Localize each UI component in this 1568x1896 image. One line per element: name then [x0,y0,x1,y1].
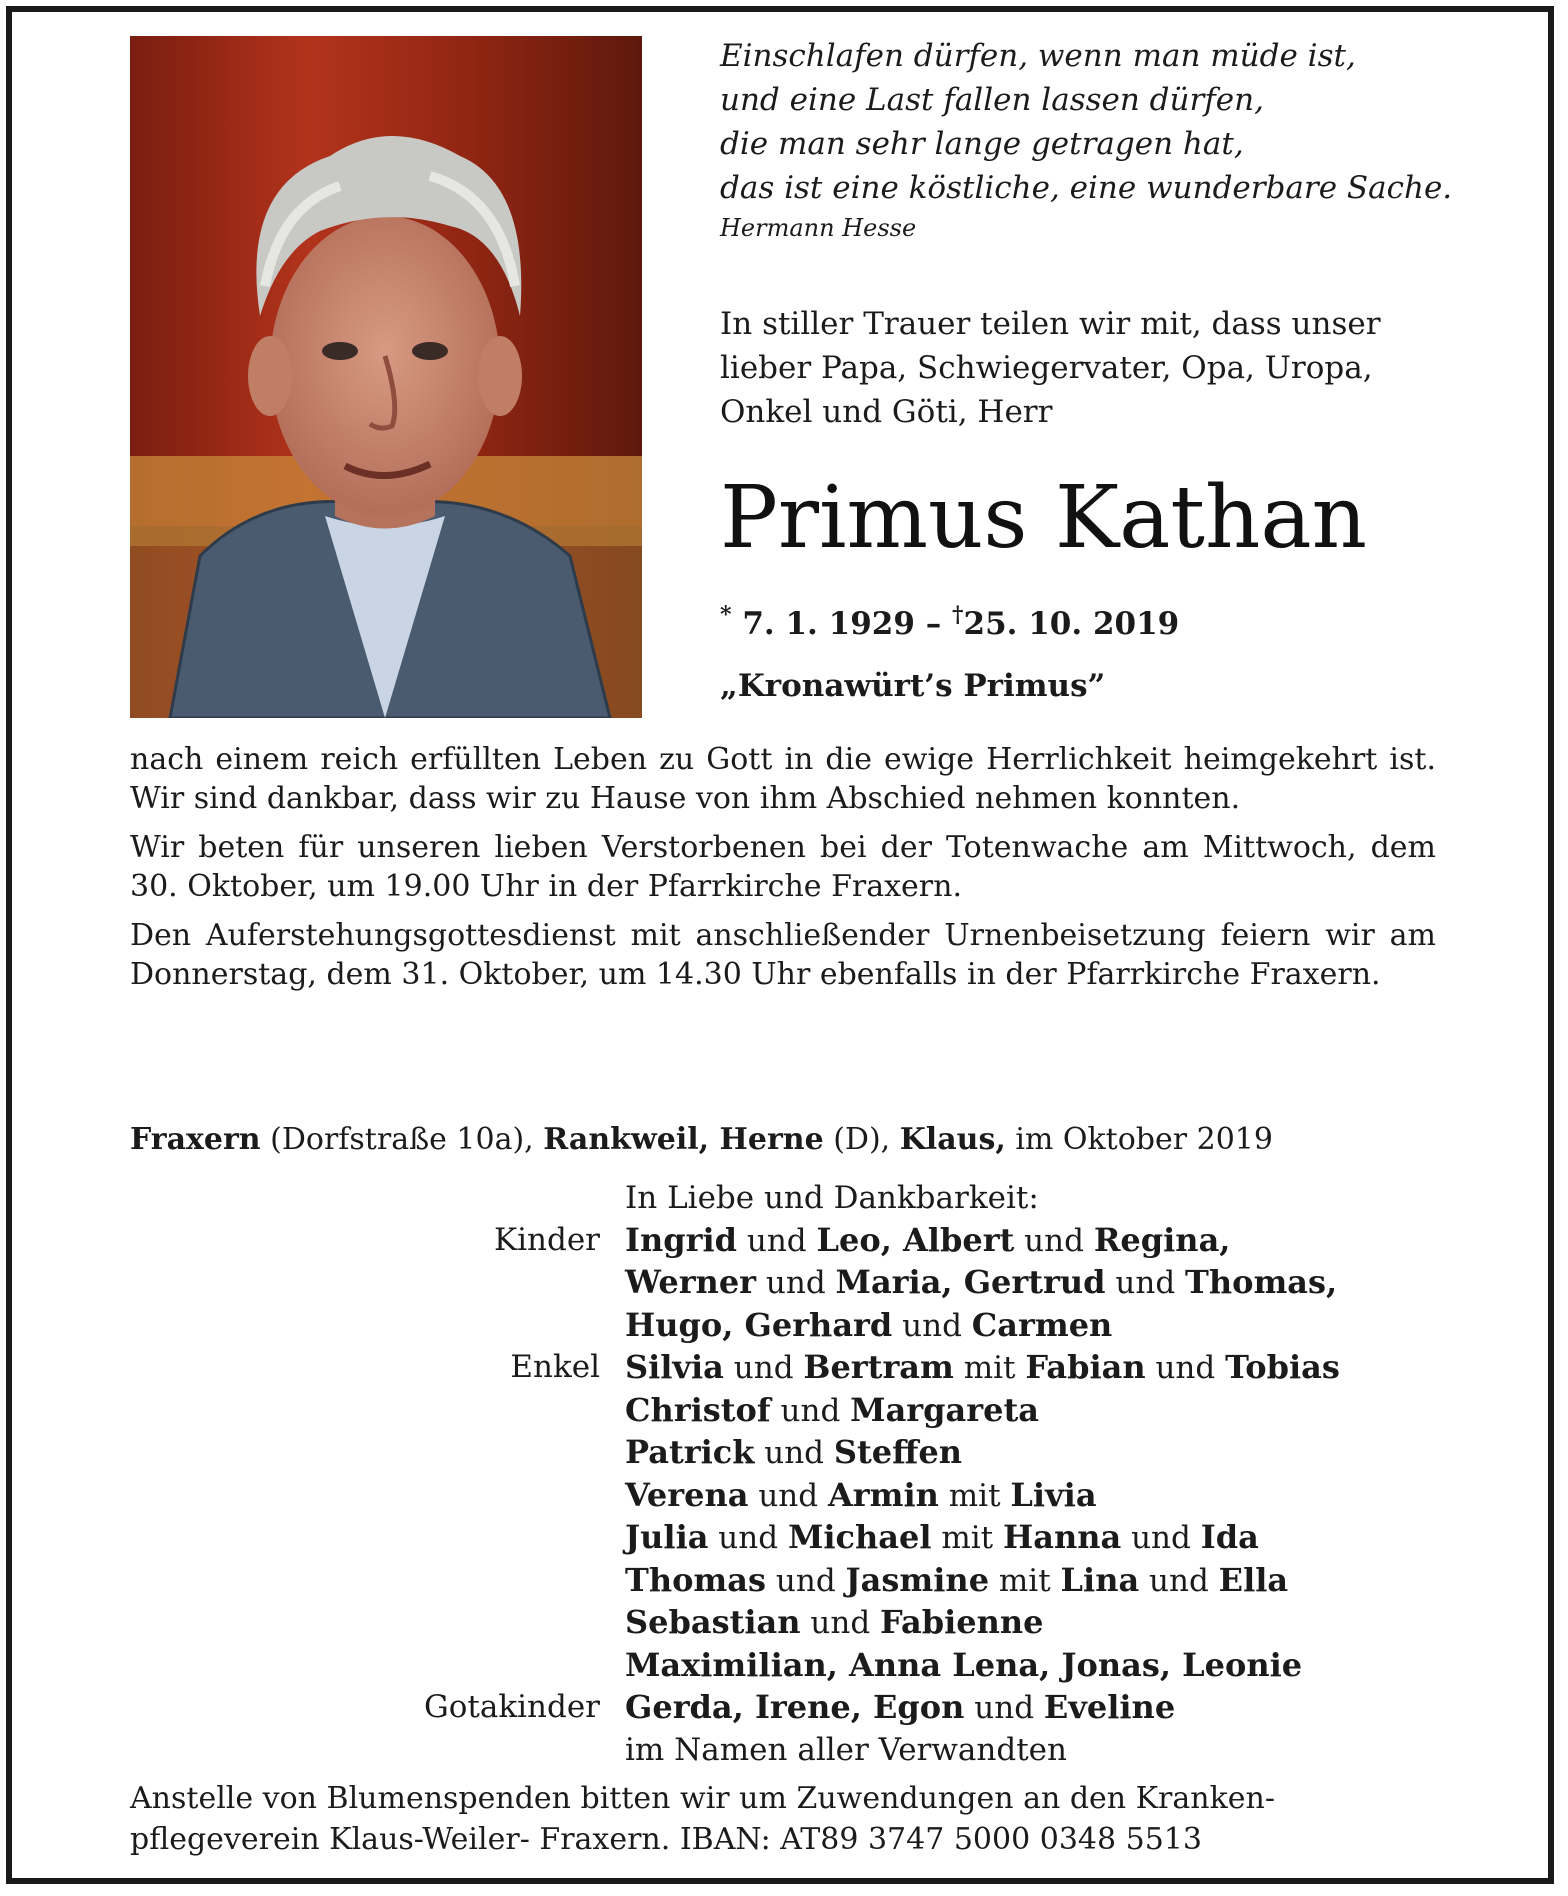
connector: und [756,1265,836,1301]
signers-intro-row [130,1178,1460,1220]
mourner-name: Leo [816,1220,881,1259]
mourner-name: Jasmine [845,1560,990,1599]
body-paragraph: nach einem reich erfüllten Leben zu Gott in die ewige Herrlichkeit heimgekehrt ist. Wir sind dankbar, dass wir zu Hause von ihm Abschied nehmen konnten. [130,742,1436,816]
mourner-name: Eveline [1043,1688,1176,1726]
connector: und [737,1222,817,1259]
poem-line: Einschlafen dürfen, wenn man müde ist, [720,38,1356,74]
connector: und [754,1435,834,1471]
announcement-body [130,740,1436,1004]
connector: mit [931,1520,1003,1556]
place-fraxern: Fraxern [130,1122,261,1157]
mourner-name: Silvia [625,1348,724,1386]
connector: mit [938,1477,1011,1514]
place-address: (Dorfstraße 10a), [260,1122,544,1157]
mourner-name: Maria [835,1263,942,1301]
connector: , [722,1305,745,1344]
mourner-name: Livia [1010,1475,1097,1514]
poem-line: und eine Last fallen lassen dürfen, [720,82,1264,118]
gotakinder-label: Gotakinder [423,1689,600,1725]
death-date: 25. 10. 2019 [963,606,1180,642]
date-separator: – [925,606,942,642]
connector: mit [989,1562,1061,1599]
connector: und [770,1392,851,1429]
mourner-name: Gertrud [963,1263,1106,1301]
mourner-name: Hugo [625,1305,723,1344]
birth-symbol: * [720,602,732,628]
connector: und [766,1562,846,1599]
place-date: im Oktober 2019 [1005,1122,1273,1157]
connector: , [880,1220,903,1259]
enkel-row [130,1390,1460,1433]
mourner-name: Julia [625,1518,709,1556]
connector: und [800,1605,881,1641]
footer-line: Anstelle von Blumenspenden bitten wir um Zuwendungen an den Kranken- [130,1781,1275,1816]
death-symbol: † [952,602,964,628]
mourner-name: Fabian [1025,1348,1146,1386]
mourner-name: Patrick [625,1433,755,1471]
connector: und [723,1350,804,1386]
mourner-name: Tobias [1225,1348,1340,1386]
mourners-list [130,1178,1460,1771]
connector: und [892,1307,972,1344]
connector: , [941,1263,964,1301]
connector: und [1121,1520,1201,1556]
connector: und [708,1520,788,1556]
mourner-name: Lina [1060,1560,1140,1599]
mourner-name: Ida [1200,1518,1259,1556]
poem-line: die man sehr lange getragen hat, [720,126,1244,162]
life-dates [720,602,1179,642]
kinder-row [130,1220,1460,1263]
connector: und [1145,1350,1226,1386]
connector: und [1014,1222,1094,1259]
mourner-name: Steffen [833,1433,963,1471]
mourner-name: Werner [625,1263,757,1301]
signers-outro-row [130,1730,1460,1772]
connector: und [748,1477,828,1514]
mourner-name: Christof [625,1390,771,1429]
mourner-name: Albert [902,1220,1015,1259]
place-and-date [130,1122,1436,1157]
mourner-name: Ingrid [625,1220,737,1259]
enkel-row [130,1432,1460,1475]
mourner-name: Margareta [850,1390,1039,1429]
connector: und [964,1690,1044,1726]
mourner-name: Ella [1218,1560,1289,1599]
place-klaus: Klaus, [899,1122,1006,1157]
mourner-name: Carmen [971,1305,1113,1344]
poem-line: das ist eine köstliche, eine wunderbare Sache. [720,170,1453,206]
nickname: „Kronawürt’s Primus” [720,668,1106,704]
connector: mit [953,1350,1026,1386]
enkel-row [130,1602,1460,1645]
enkel-row [130,1347,1460,1390]
mourner-name: Regina [1093,1220,1220,1259]
mourner-name: Verena [625,1475,749,1514]
connector: und [1139,1562,1219,1599]
enkel-row [130,1560,1460,1603]
birth-date: 7. 1. 1929 [742,606,915,642]
connector: , [1326,1263,1338,1301]
enkel-row [130,1517,1460,1560]
signers-intro: In Liebe und Dankbarkeit: [625,1180,1039,1216]
body-paragraph: Den Auferstehungsgottesdienst mit anschließender Urnenbeisetzung feiern wir am Donnerstag, dem 31. Oktober, um 14.30 Uhr ebenfalls in der Pfarrkirche Fraxern. [130,918,1436,992]
portrait-photo [130,36,642,718]
mourner-name: Maximilian, Anna Lena, Jonas, Leonie [625,1645,1303,1684]
kinder-label: Kinder [493,1221,600,1258]
poem-author: Hermann Hesse [720,214,917,242]
place-rankweil-herne: Rankweil, Herne [543,1122,824,1157]
mourner-name: Thomas [1185,1263,1327,1301]
mourner-name: Thomas [625,1560,767,1599]
enkel-row [130,1475,1460,1518]
connector: und [1105,1265,1186,1301]
mourner-name: Bertram [803,1348,954,1386]
enkel-label: Enkel [510,1349,600,1385]
body-paragraph: Wir beten für unseren lieben Verstorbenen bei der Totenwache am Mittwoch, dem 30. Oktober, um 19.00 Uhr in der Pfarrkirche Fraxern. [130,830,1436,904]
intro-line: In stiller Trauer teilen wir mit, dass unser [720,306,1381,342]
donation-note [130,1778,1436,1860]
signers-outro: im Namen aller Verwandten [625,1731,1067,1768]
enkel-row [130,1645,1460,1688]
intro-line: lieber Papa, Schwiegervater, Opa, Uropa, [720,350,1373,386]
mourner-name: Gerda, Irene, Egon [625,1688,965,1726]
poem [720,34,1500,210]
intro-text [720,302,1450,434]
mourner-name: Armin [827,1475,939,1514]
connector: , [1219,1220,1231,1259]
gotakinder-row [130,1687,1460,1730]
kinder-row [130,1305,1460,1348]
footer-line: pflegeverein Klaus-Weiler- Fraxern. IBAN: AT89 3747 5000 0348 5513 [130,1822,1202,1857]
deceased-name: Primus Kathan [720,468,1368,568]
mourner-name: Fabienne [880,1603,1044,1641]
mourner-name: Sebastian [625,1603,801,1641]
intro-line: Onkel und Göti, Herr [720,394,1053,430]
kinder-row [130,1262,1460,1305]
place-country: (D), [823,1122,900,1157]
mourner-name: Michael [787,1518,932,1556]
mourner-name: Hanna [1003,1518,1122,1556]
mourner-name: Gerhard [744,1305,893,1344]
